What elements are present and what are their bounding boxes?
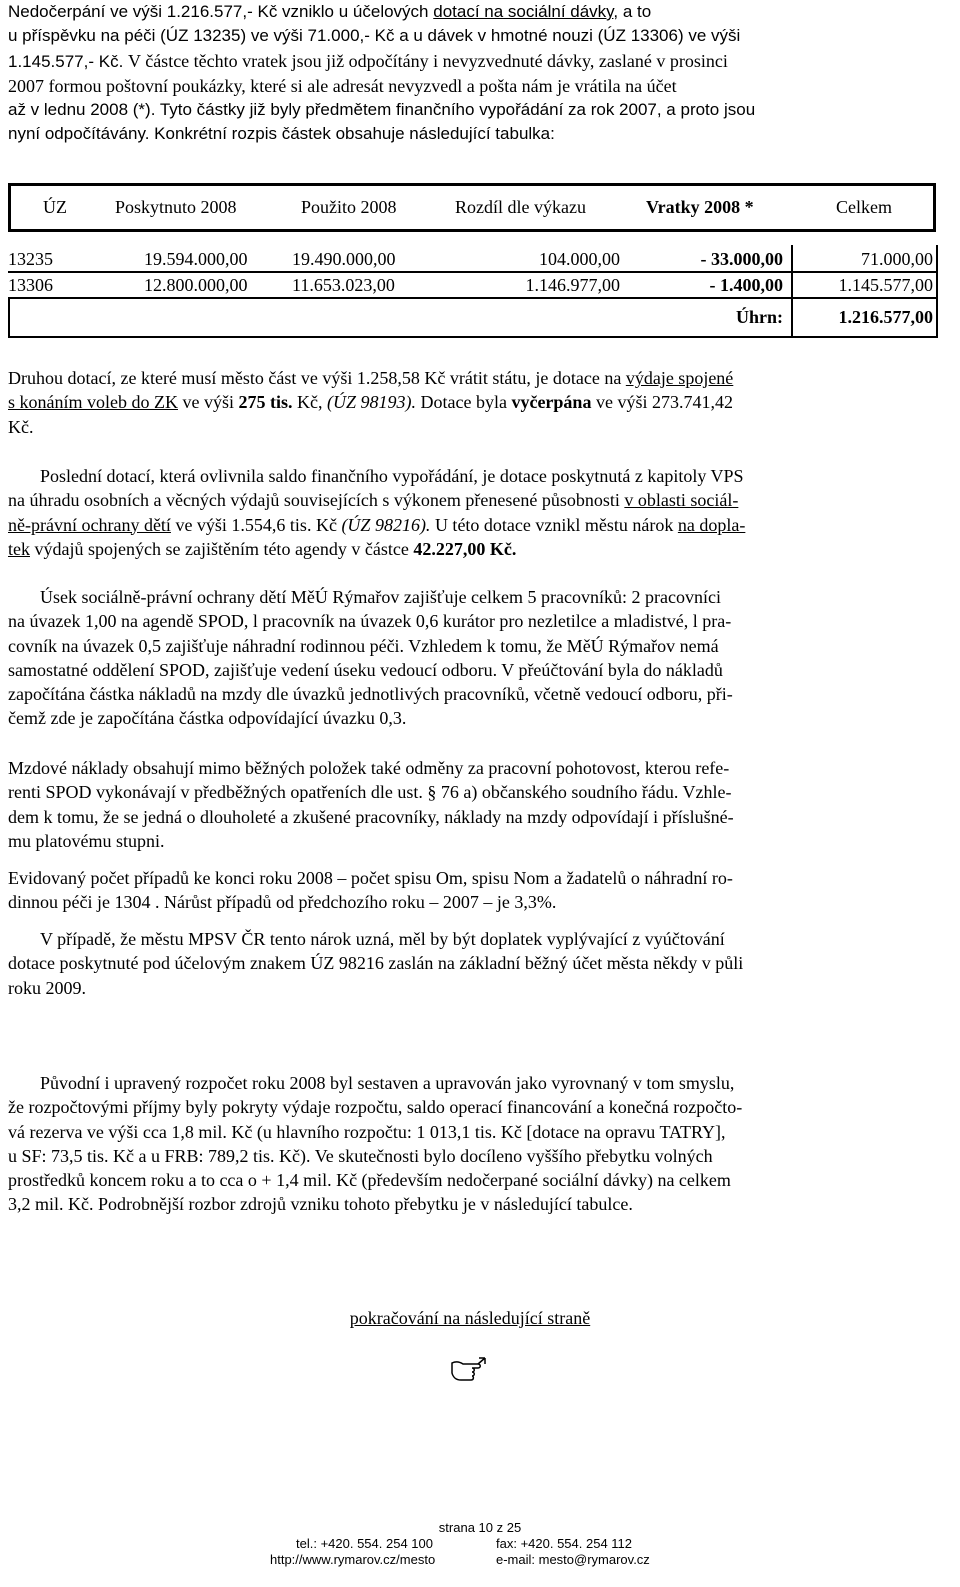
line: 2007 formou poštovní poukázky, které si ale adresát nevyzvedl a pošta nám je vrátila na účet [8,75,677,96]
line: Kč. [8,416,34,437]
bold-text: 42.227,00 Kč. [413,538,517,559]
header-uz: ÚZ [43,197,67,217]
text: ve výši 273.741,42 [591,392,733,413]
text: Druhou dotací, ze které musí město část ve výši 1.258,58 Kč vrátit státu, je dotace na [8,368,626,388]
text: , a to [613,2,652,21]
cell-refunds: - 33.000,00 [700,249,783,269]
table-row [8,271,938,299]
line: nyní odpočítávány. Konkrétní rozpis částek obsahuje následující tabulka: [8,124,555,144]
paragraph-budget [8,1071,936,1217]
cell-refunds: - 1.400,00 [709,275,783,295]
bold-text: 275 tis. [238,392,293,413]
line: prostředků koncem roku a to cca o + 1,4 mil. Kč (především nedočerpané sociální dávky) na celkem [8,1170,731,1191]
line: renti SPOD vykonávají v předběžných opatřeních dle ust. § 76 a) občanského soudního řádu. Vzhle- [8,782,732,803]
footer-phone: tel.: +420. 554. 254 100 [296,1536,433,1551]
line: Původní i upravený rozpočet roku 2008 byl sestaven a upravován jako vyrovnaný v tom smyslu, [40,1073,735,1093]
line [8,390,936,414]
line: mu platovému stupni. [8,830,165,851]
cell-difference: 1.146.977,00 [525,275,620,295]
cell-total: 1.145.577,00 [838,275,933,295]
line: u SF: 73,5 tis. Kč a u FRB: 789,2 tis. Kč). Ve skutečnosti bylo docíleno vyššího přebytku volných [8,1145,713,1166]
table-header-row [8,189,938,225]
footer-page-number [0,1520,960,1535]
header-refunds: Vratky 2008 * [646,197,754,217]
line [8,537,936,561]
page-number: strana 10 z 25 [438,1520,522,1535]
row-divider [8,297,938,299]
paragraph-vps-grant [8,464,936,561]
line: na úvazek 1,00 na agendě SPOD, l pracovník na úvazek 0,6 kurátor pro nezletilce a mladistvé, l pra- [8,611,732,632]
line [8,488,936,512]
cell-uz: 13235 [8,249,53,269]
line: Poslední dotací, která ovlivnila saldo finančního vypořádání, je dotace poskytnutá z kapitoly VPS [40,466,744,486]
underlined-text: výdaje spojené [625,368,734,388]
underlined-text: s konáním voleb do ZK [8,392,178,413]
line [8,49,936,74]
text: Nedočerpání ve výši 1.216.577,- Kč vzniklo u účelových [8,2,434,21]
header-provided: Poskytnuto 2008 [115,197,237,217]
text: ve výši [177,392,239,413]
row-divider [8,271,938,273]
table-bottom-border [8,336,938,338]
header-total: Celkem [836,197,892,217]
underlined-text: ně-právní ochrany dětí [8,514,171,535]
total-value: 1.216.577,00 [838,307,933,327]
table-total-row [8,300,938,334]
paragraph-cases [8,866,936,915]
line: roku 2009. [8,977,86,998]
text: výdajů spojených se zajištěním této agendy v částce [30,538,414,559]
line: čemž zde je započítána částka odpovídající úvazku 0,3. [8,708,407,729]
text: ve výši 1.554,6 tis. Kč [170,514,342,535]
line: až v lednu 2008 (*). Tyto částky již byly předmětem finančního vypořádání za rok 2007, a proto jsou [8,100,756,120]
line: že rozpočtovými příjmy byly pokryty výdaje rozpočtu, saldo operací financování a konečná rozpočto- [8,1097,743,1118]
text: U této dotace vznikl městu nárok [430,514,678,535]
line: V případě, že městu MPSV ČR tento nárok uzná, měl by být doplatek vyplývající z vyúčtování [40,929,725,949]
underlined-text: v oblasti sociál- [624,490,739,511]
text: na úhradu osobních a věcných výdajů souvisejících s výkonem přenesené působnosti [8,490,625,511]
line: dotace poskytnuté pod účelovým znakem ÚZ 98216 zaslán na základní běžný účet města někdy v půli [8,953,744,974]
footer-email-link[interactable]: e-mail: mesto@rymarov.cz [496,1552,650,1567]
refunds-table [8,183,938,338]
footer-website-link[interactable]: http://www.rymarov.cz/mesto [270,1552,436,1567]
pointing-hand-icon [450,1355,490,1385]
cell-used: 19.490.000,00 [292,249,396,269]
line: vá rezerva ve výši cca 1,8 mil. Kč (u hlavního rozpočtu: 1 013,1 tis. Kč [dotace na opravu TATRY], [8,1121,726,1142]
line: dem k tomu, že se jedná o dlouholeté a zkušené pracovníky, náklady na mzdy odpovídají i příslušné- [8,806,734,827]
line [8,366,936,390]
cell-uz: 13306 [8,275,53,295]
header-difference: Rozdíl dle výkazu [455,197,586,217]
header-used: Použito 2008 [301,197,397,217]
line: samostatné oddělení SPOD, zajišťuje vedení úseku vedoucí odboru. V přeúčtování byla do nákladů [8,659,723,680]
underlined-text: dotací na sociální dávky [433,2,614,21]
line [8,0,936,24]
paragraph-payment [8,927,936,1000]
cell-total: 71.000,00 [861,249,933,269]
text: V částce těchto vratek jsou již odpočítány i nevyzvednuté dávky, zaslané v prosinci [128,50,728,71]
line: Úsek sociálně-právní ochrany dětí MěÚ Rýmařov zajišťuje celkem 5 pracovníků: 2 pracovníci [40,587,721,607]
underlined-text: tek [8,538,30,559]
cell-provided: 19.594.000,00 [144,249,248,269]
paragraph-election-grant [8,366,936,439]
line: u příspěvku na péči (ÚZ 13235) ve výši 71.000,- Kč a u dávek v hmotné nouzi (ÚZ 13306) ve výši [8,26,741,46]
paragraph-staff [8,585,936,731]
line: Mzdové náklady obsahují mimo běžných položek také odměny za pracovní pohotovost, kterou refe- [8,758,730,778]
line: 3,2 mil. Kč. Podrobnější rozbor zdrojů vzniku tohoto přebytku je v následující tabulce. [8,1194,633,1215]
bold-text: vyčerpána [511,392,592,413]
italic-text: (ÚZ 98193). [326,392,416,413]
line: započítána částka nákladů na mzdy dle úvazků jednotlivých pracovníků, včetně vedoucí odboru, při- [8,684,733,705]
line [8,513,936,537]
text: 1.145.577,- Kč. [8,51,129,71]
text: Kč, [292,392,327,413]
cell-used: 11.653.023,00 [292,275,395,295]
paragraph-wages [8,756,936,853]
italic-text: (ÚZ 98216). [341,514,431,535]
cell-difference: 104.000,00 [539,249,620,269]
line: covník na úvazek 0,5 zajišťuje náhradní rodinnou péči. Vzhledem k tomu, že MěÚ Rýmařov nemá [8,635,719,656]
cell-provided: 12.800.000,00 [144,275,248,295]
paragraph-intro [8,0,936,147]
underlined-text: na dopla- [677,514,746,535]
continuation-note [0,1308,940,1329]
line: Evidovaný počet případů ke konci roku 2008 – počet spisu Om, spisu Nom a žadatelů o náhradní ro- [8,868,733,888]
footer-fax: fax: +420. 554. 254 112 [496,1536,633,1551]
text: Dotace byla [415,392,512,413]
line: dinnou péči je 1304 . Nárůst případů od předchozího roku – 2007 – je 3,3%. [8,892,557,913]
continuation-text: pokračování na následující straně [349,1308,591,1328]
total-label: Úhrn: [735,307,783,327]
table-row [8,245,938,273]
